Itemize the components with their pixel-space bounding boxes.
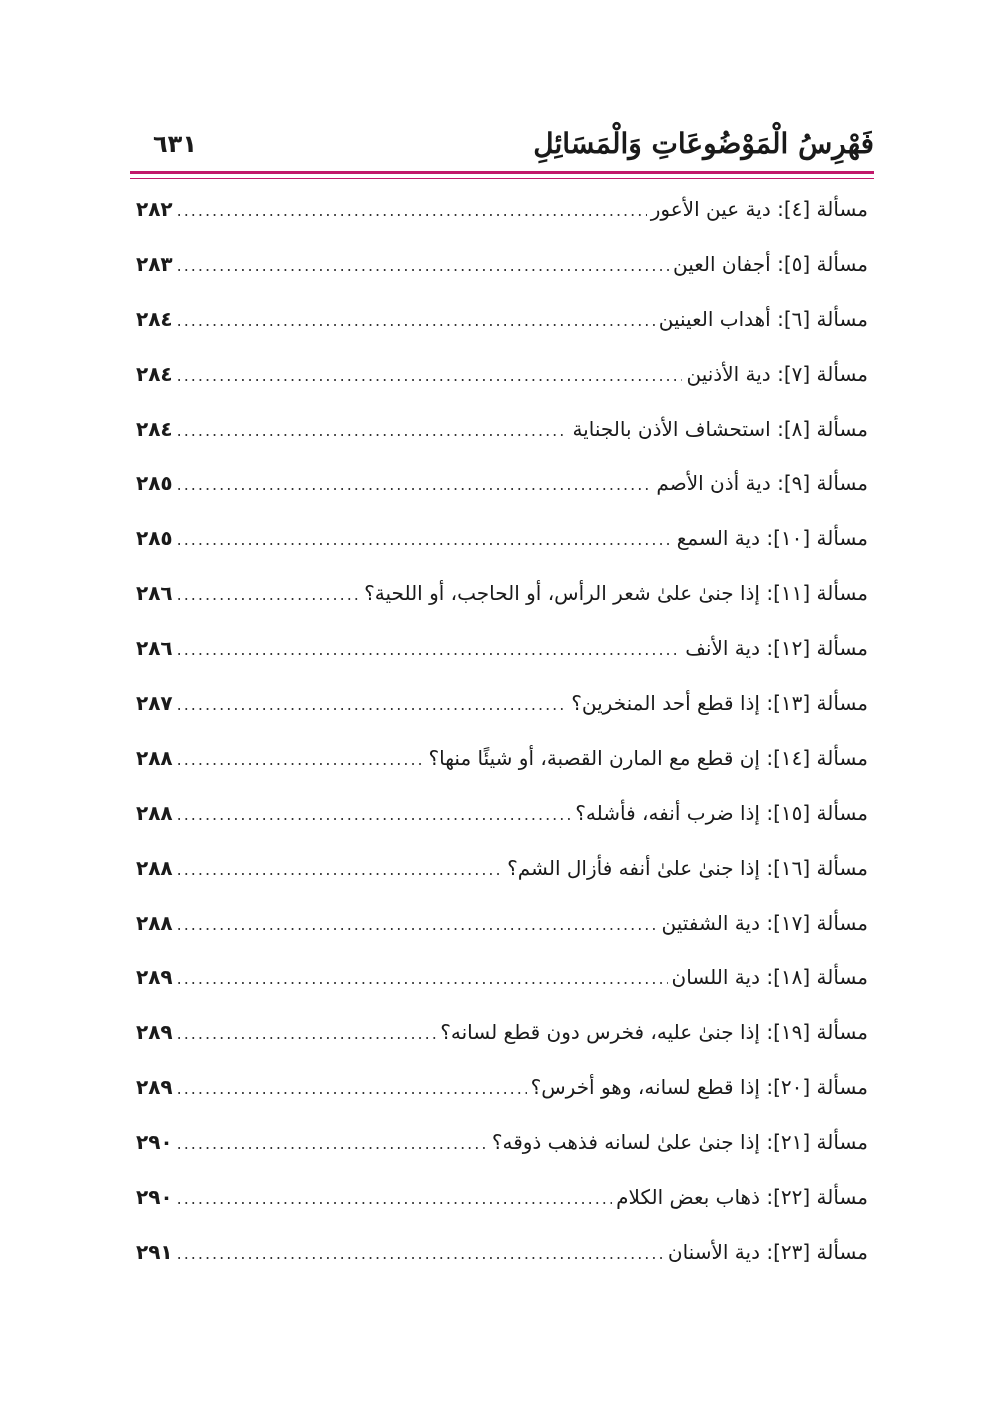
toc-entry-page: ٢٨٦ (136, 581, 173, 606)
toc-leader (177, 788, 572, 843)
toc-entry-label: مسألة [١٠]: دية السمع (676, 526, 868, 551)
toc-entry-page: ٢٨٥ (136, 526, 173, 551)
toc-entry-page: ٢٩١ (136, 1239, 173, 1264)
toc-leader (177, 952, 668, 1007)
toc-entry-label: مسألة [١٦]: إذا جنىٰ علىٰ أنفه فأزال الشم؟ (507, 855, 868, 880)
toc-entry-page: ٢٨٩ (136, 1020, 173, 1045)
toc-entry (136, 950, 868, 1005)
toc-entry-label: مسألة [٦]: أهداب العينين (658, 306, 868, 331)
toc-entry-label: مسألة [١١]: إذا جنىٰ علىٰ شعر الرأس، أو الحاجب، أو اللحية؟ (364, 581, 868, 606)
toc-entry (136, 1060, 868, 1115)
toc-entry-label: مسألة [٢٢]: ذهاب بعض الكلام (616, 1185, 868, 1210)
toc-entry-label: مسألة [١٨]: دية اللسان (671, 965, 868, 990)
toc-entry-label: مسألة [٤]: دية عين الأعور (650, 197, 868, 221)
toc-entry (136, 621, 868, 676)
toc-entry-label: مسألة [٢٠]: إذا قطع لسانه، وهو أخرس؟ (530, 1075, 868, 1100)
toc-entry-label: مسألة [٧]: دية الأذنين (686, 361, 868, 386)
toc-entry (136, 456, 868, 511)
toc-leader (177, 458, 653, 513)
toc-leader (177, 678, 568, 733)
toc-entry-label: مسألة [٢١]: إذا جنىٰ علىٰ لسانه فذهب ذوقه؟ (491, 1130, 868, 1155)
header-divider-thick (130, 171, 874, 174)
toc-entry (136, 237, 868, 292)
toc-entry (136, 786, 868, 841)
toc-leader (177, 184, 647, 239)
toc-entry-page: ٢٨٦ (136, 636, 173, 661)
toc-leader (177, 294, 655, 349)
toc-entry-page: ٢٨٢ (136, 197, 173, 221)
toc-entry-page: ٢٨٩ (136, 1075, 173, 1100)
toc-entry-label: مسألة [١٤]: إن قطع مع المارن القصبة، أو شيئًا منها؟ (428, 745, 868, 770)
toc-leader (177, 733, 425, 788)
toc-entry-label: مسألة [٨]: استحشاف الأذن بالجناية (572, 416, 868, 441)
toc-entry-label: مسألة [٥]: أجفان العين (672, 251, 868, 276)
toc-leader (177, 349, 683, 404)
toc-entry (136, 841, 868, 896)
toc-leader (177, 1062, 527, 1117)
toc-entry-label: مسألة [١٩]: إذا جنىٰ عليه، فخرس دون قطع لسانه؟ (440, 1020, 868, 1045)
toc-entry-page: ٢٨٧ (136, 691, 173, 716)
toc-entry-label: مسألة [٩]: دية أذن الأصم (656, 471, 868, 496)
toc-entry (136, 1225, 868, 1280)
toc-entry-page: ٢٩٠ (136, 1185, 173, 1210)
toc-entry-page: ٢٨٤ (136, 416, 173, 441)
toc-leader (177, 1117, 488, 1172)
toc-entry-page: ٢٨٤ (136, 306, 173, 331)
toc-entry-label: مسألة [١٢]: دية الأنف (685, 636, 868, 661)
toc-entry-page: ٢٨٨ (136, 800, 173, 825)
toc-entry-label: مسألة [٢٣]: دية الأسنان (667, 1239, 868, 1264)
toc-leader (177, 1007, 437, 1062)
toc-leader (177, 1227, 664, 1282)
toc-entry-page: ٢٨٩ (136, 965, 173, 990)
toc-entry (136, 402, 868, 457)
page-number: ٦٣١ (153, 130, 197, 158)
toc-entry-label: مسألة [١٥]: إذا ضرب أنفه، فأشله؟ (575, 800, 868, 825)
toc-entry-page: ٢٨٨ (136, 910, 173, 935)
toc-entry (136, 182, 868, 237)
toc-entry-label: مسألة [١٧]: دية الشفتين (661, 910, 868, 935)
toc-entry (136, 731, 868, 786)
table-of-contents (136, 182, 868, 1280)
toc-entry (136, 566, 868, 621)
toc-entry (136, 292, 868, 347)
toc-entry-label: مسألة [١٣]: إذا قطع أحد المنخرين؟ (571, 691, 868, 716)
toc-leader (177, 568, 361, 623)
toc-entry-page: ٢٨٨ (136, 855, 173, 880)
toc-leader (177, 239, 669, 294)
toc-entry-page: ٢٨٨ (136, 745, 173, 770)
toc-leader (177, 843, 503, 898)
toc-leader (177, 404, 569, 459)
page-header (130, 120, 874, 168)
toc-entry (136, 676, 868, 731)
toc-entry (136, 1115, 868, 1170)
toc-entry (136, 1005, 868, 1060)
page-title: فَهْرِسُ الْمَوْضُوعَاتِ وَالْمَسَائِلِ (533, 127, 874, 160)
toc-leader (177, 1172, 613, 1227)
toc-entry-page: ٢٩٠ (136, 1130, 173, 1155)
toc-entry-page: ٢٨٤ (136, 361, 173, 386)
toc-entry (136, 511, 868, 566)
toc-leader (177, 623, 682, 678)
toc-entry-page: ٢٨٥ (136, 471, 173, 496)
toc-entry-page: ٢٨٣ (136, 251, 173, 276)
header-divider-thin (130, 178, 874, 179)
toc-leader (177, 513, 673, 568)
toc-entry (136, 347, 868, 402)
toc-entry (136, 896, 868, 951)
toc-entry (136, 1170, 868, 1225)
toc-leader (177, 898, 658, 953)
